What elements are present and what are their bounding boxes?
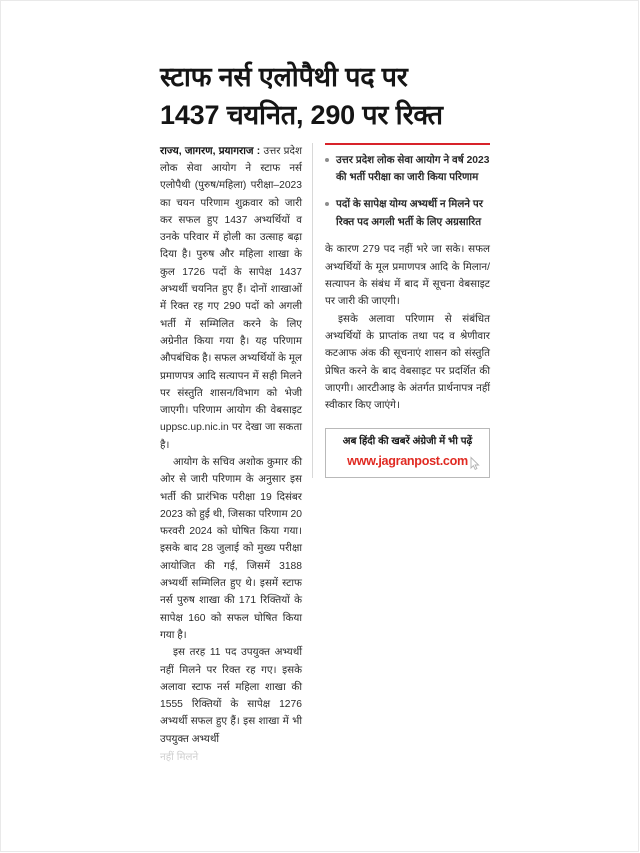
article-paragraph: इस तरह 11 पद उपयुक्त अभ्यर्थी नहीं मिलने पर रिक्त रह गए। इसके अलावा स्टाफ नर्स महिला शाखा की 1555 रिक्तियों के सापेक्ष 1276 अभ्यर्थी सफल हुए हैं। इस शाखा में भी उपयुक्त अभ्यर्थी	[160, 647, 302, 745]
list-item	[325, 152, 490, 187]
bullet-dot-icon	[325, 202, 329, 206]
mouse-cursor-icon	[470, 457, 481, 470]
bullet-text: पदों के सापेक्ष योग्य अभ्यर्थी न मिलने पर रिक्त पद अगली भर्ती के लिए अग्रसारित	[336, 199, 483, 228]
paragraph-text: उत्तर प्रदेश लोक सेवा आयोग ने स्टाफ नर्स एलोपैथी (पुरुष/महिला) परीक्षा–2023 का चयन परिणाम शुक्रवार को जारी कर सफल हुए 1437 अभ्यर्थियों व उनके परिवार में होली का उत्साह बढ़ा दिया है। पुरुष और महिला शाखा के कुल 1726 पदों के सापेक्ष 1437 अभ्यर्थी चयनित हुए हैं। दोनों शाखाओं में रिक्त रह गए 290 पदों को अगली भर्ती में सम्मिलित करने के लिए अग्रेनीत किया गया है। यह परिणाम औपबंधिक है। सफल अभ्यर्थियों के मूल प्रमाणपत्र आदि सत्यापन में सही मिलने पर संस्तुति शासन/विभाग को भेजी जाएगी। परिणाम आयोग की वेबसाइट uppsc.up.nic.in पर देखा जा सकता है।	[160, 145, 302, 451]
article-clipping	[160, 58, 490, 764]
bullet-list	[325, 152, 490, 232]
bullet-text: उत्तर प्रदेश लोक सेवा आयोग ने वर्ष 2023 की भर्ती परीक्षा का जारी किया परिणाम	[336, 154, 490, 184]
clipped-text-tail: नहीं मिलने	[160, 752, 199, 764]
column-left	[160, 143, 312, 764]
promo-box	[325, 428, 490, 477]
article-columns	[160, 143, 490, 764]
page-title	[160, 58, 490, 135]
promo-url-link[interactable]	[347, 454, 468, 468]
article-paragraph: इसके अलावा परिणाम से संबंधित अभ्यर्थियों के प्राप्तांक तथा पद व श्रेणीवार कटआफ अंक की सूचनाएं शासन को संस्तुति प्रेषित करने के बाद वेबसाइट पर प्रदर्शित की जाएगी। आरटीआइ के अंतर्गत प्रार्थनापत्र नहीं स्वीकार किए जाएंगे।	[325, 313, 490, 412]
article-paragraph	[160, 143, 302, 454]
headline-line-2: 1437 चयनित, 290 पर रिक्त	[160, 100, 443, 131]
bullet-dot-icon	[325, 158, 329, 162]
headline-line-1: स्टाफ नर्स एलोपैथी पद पर	[160, 62, 408, 92]
list-item	[325, 196, 490, 231]
article-paragraph: के कारण 279 पद नहीं भरे जा सके। सफल अभ्यर्थियों के मूल प्रमाणपत्र आदि के मिलान/सत्यापन के संबंध में बाद में सूचना वेबसाइट पर जारी की जाएगी।	[325, 244, 490, 308]
highlight-bullet-box	[325, 143, 490, 232]
article-paragraph: आयोग के सचिव अशोक कुमार की ओर से जारी परिणाम के अनुसार इस भर्ती की प्रारंभिक परीक्षा 19 दिसंबर 2023 को हुई थी, जिसका परिणाम 20 फरवरी 2024 को घोषित किया गया। इसके बाद 28 जुलाई को मुख्य परीक्षा आयोजित की गई, जिसमें 3188 अभ्यर्थी सम्मिलित हुए थे। इसमें स्टाफ नर्स पुरुष शाखा की 171 रिक्तियों के सापेक्ष 160 को सफल घोषित किया गया है।	[160, 457, 302, 641]
promo-url-text: www.jagranpost.com	[347, 453, 468, 468]
promo-tagline: अब हिंदी की खबरें अंग्रेजी में भी पढ़ें	[342, 436, 473, 448]
dateline: राज्य, जागरण, प्रयागराज :	[160, 145, 261, 157]
column-right	[312, 143, 490, 478]
